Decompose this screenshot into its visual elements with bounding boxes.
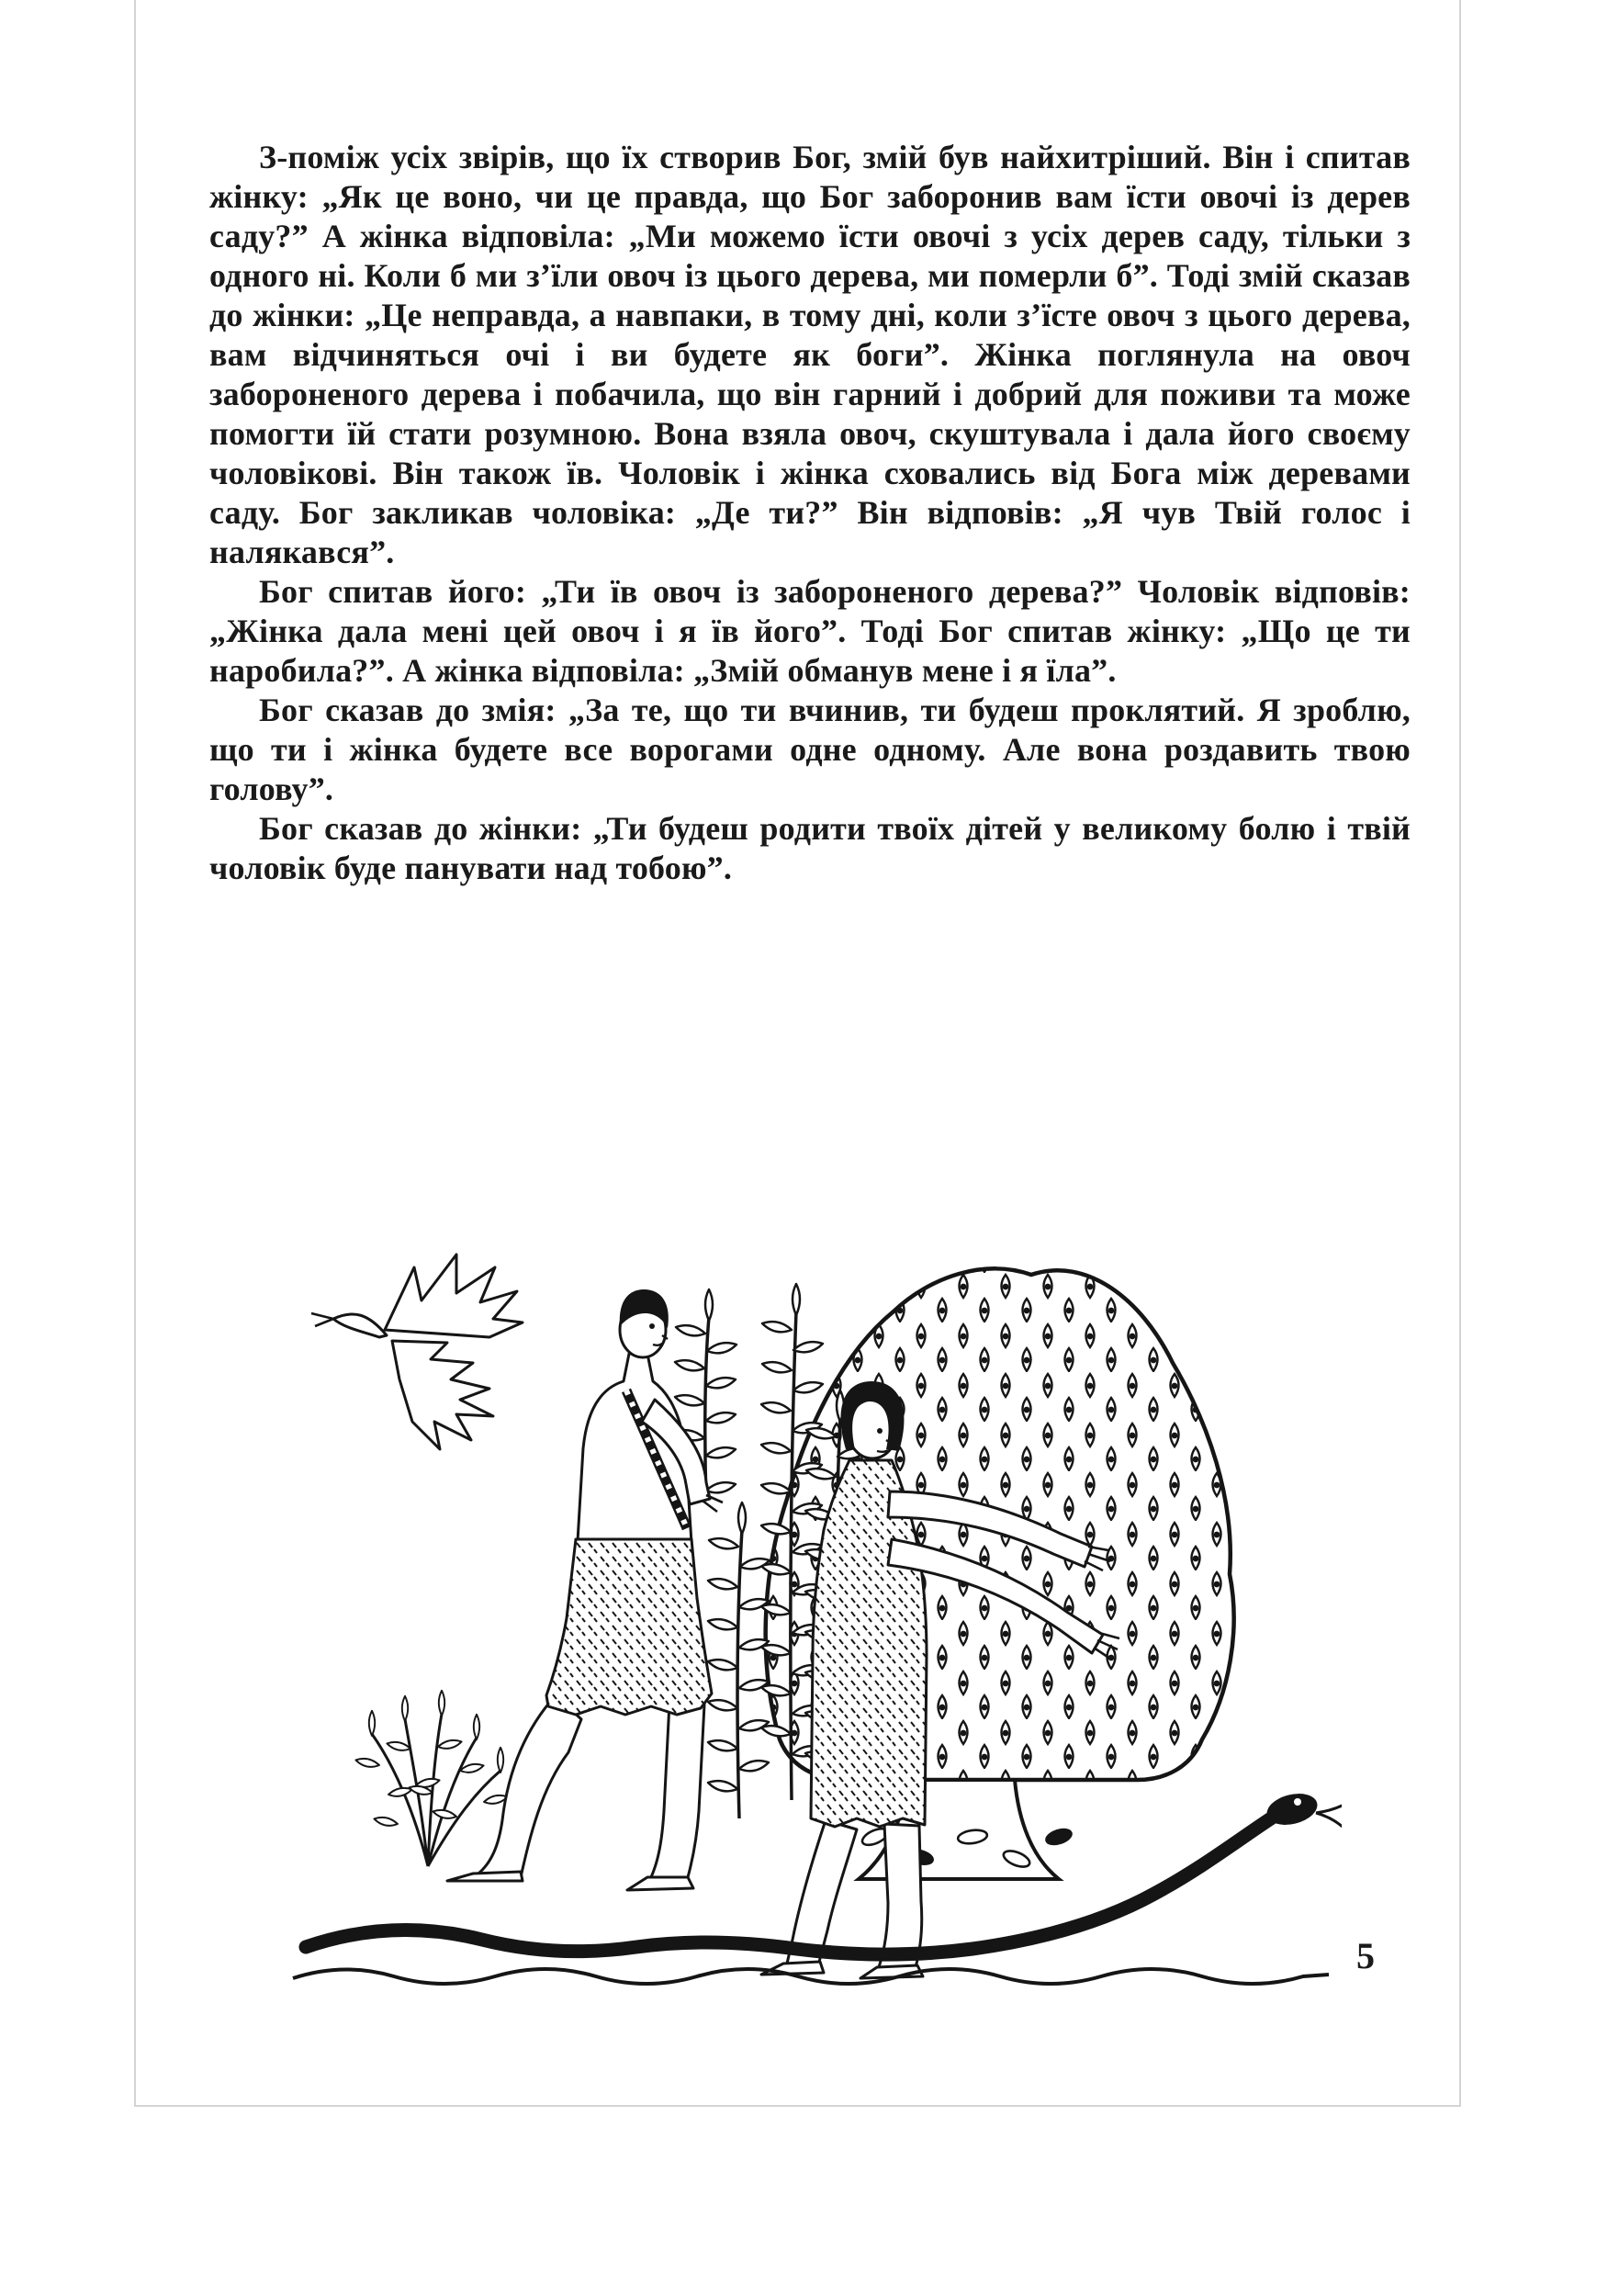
paragraph-4: Бог сказав до жінки: „Ти будеш родити твоїх дітей у великому болю і твій чоловік буде панувати над тобою”. (209, 810, 1411, 886)
bush-plants (355, 1691, 507, 1866)
eden-scene-drawing (276, 1223, 1342, 2013)
page-number: 5 (1356, 1935, 1375, 1976)
illustration-adam-and-eve (276, 1223, 1342, 2013)
paragraph-2: Бог спитав його: „Ти їв овоч із забороненого дерева?” Чоловік відповів: „Жінка дала мені цей овоч і я їв його”. Тоді Бог спитав жінку: „Що це ти наробила?”. А жінка відповіла: „Змій обманув мене і я їла”. (209, 573, 1411, 689)
paragraph-3: Бог сказав до змія: „За те, що ти вчинив, ти будеш проклятий. Я зроблю, що ти і жінка будете все ворогами одне одному. Але вона роздавить твою голову”. (209, 692, 1411, 807)
story-text (209, 138, 1411, 888)
bird-figure (311, 1255, 523, 1449)
paragraph-1: З-поміж усіх звірів, що їх створив Бог, змій був найхитріший. Він і спитав жінку: „Як це воно, чи це правда, що Бог заборонив вам їсти овочі із дерев саду?” А жінка відповіла: „Ми можемо їсти овочі з усіх дерев саду, тільки з одного ні. Коли б ми з’їли овоч із цього дерева, ми померли б”. Тоді змій сказав до жінки: „Це неправда, а навпаки, в тому дні, коли з’їсте овоч з цього дерева, вам відчиняться очі і ви будете як боги”. Жінка поглянула на овоч забороненого дерева і побачила, що він гарний і добрий для поживи та може помогти їй стати розумною. Вона взяла овоч, скуштувала і дала його своєму чоловікові. Він також їв. Чоловік і жінка сховались від Бога між деревами саду. Бог закликав чоловіка: „Де ти?” Він відповів: „Я чув Твій голос і налякався”. (209, 139, 1411, 570)
